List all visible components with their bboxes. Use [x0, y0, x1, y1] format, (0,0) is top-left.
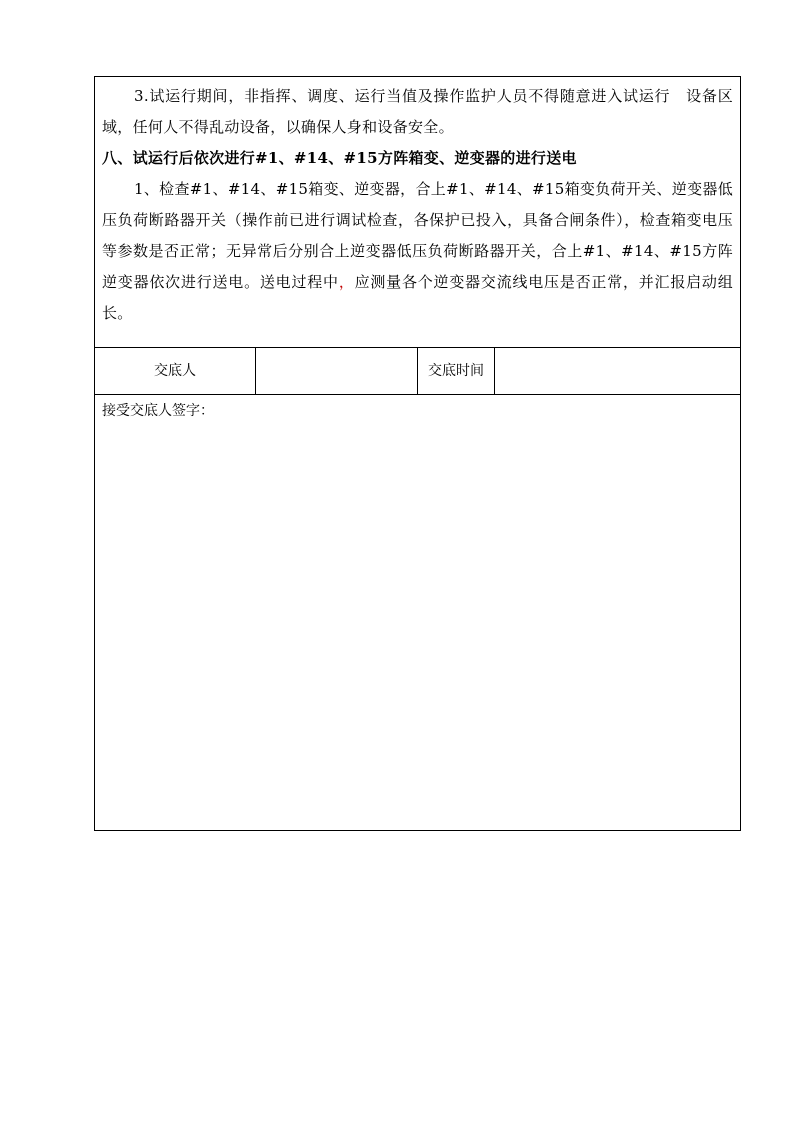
content-cell: [95, 77, 740, 348]
handover-time-field[interactable]: [495, 348, 740, 394]
briefing-form-table: [94, 76, 741, 831]
procedure-text-part2: 应测量各个逆变器交流线电压是否正常，并汇报启动组长。: [102, 273, 733, 322]
procedure-red-comma: ，: [338, 273, 355, 291]
handover-time-label: 交底时间: [418, 348, 495, 394]
receiver-signature-label: 接受交底人签字：: [102, 403, 214, 419]
paragraph-safety: 3.试运行期间，非指挥、调度、运行当值及操作监护人员不得随意进入试运行 设备区域，任何人不得乱动设备，以确保人身和设备安全。: [102, 87, 733, 136]
handover-row: [95, 348, 740, 395]
procedure-text-part1: 1、检查#1、#14、#15箱变、逆变器，合上#1、#14、#15箱变负荷开关、逆变器低压负荷断路器开关（操作前已进行调试检查，各保护已投入，具备合闸条件），检查箱变电压等参数是否正常；无异常后分别合上逆变器低压负荷断路器开关，合上#1、#14、#15方阵逆变器依次进行送电。送电过程中: [102, 180, 733, 291]
handover-person-field[interactable]: [256, 348, 418, 394]
paragraph-procedure: [102, 174, 733, 329]
section-heading: 八、试运行后依次进行#1、#14、#15方阵箱变、逆变器的进行送电: [102, 149, 577, 167]
handover-person-label: 交底人: [95, 348, 256, 394]
